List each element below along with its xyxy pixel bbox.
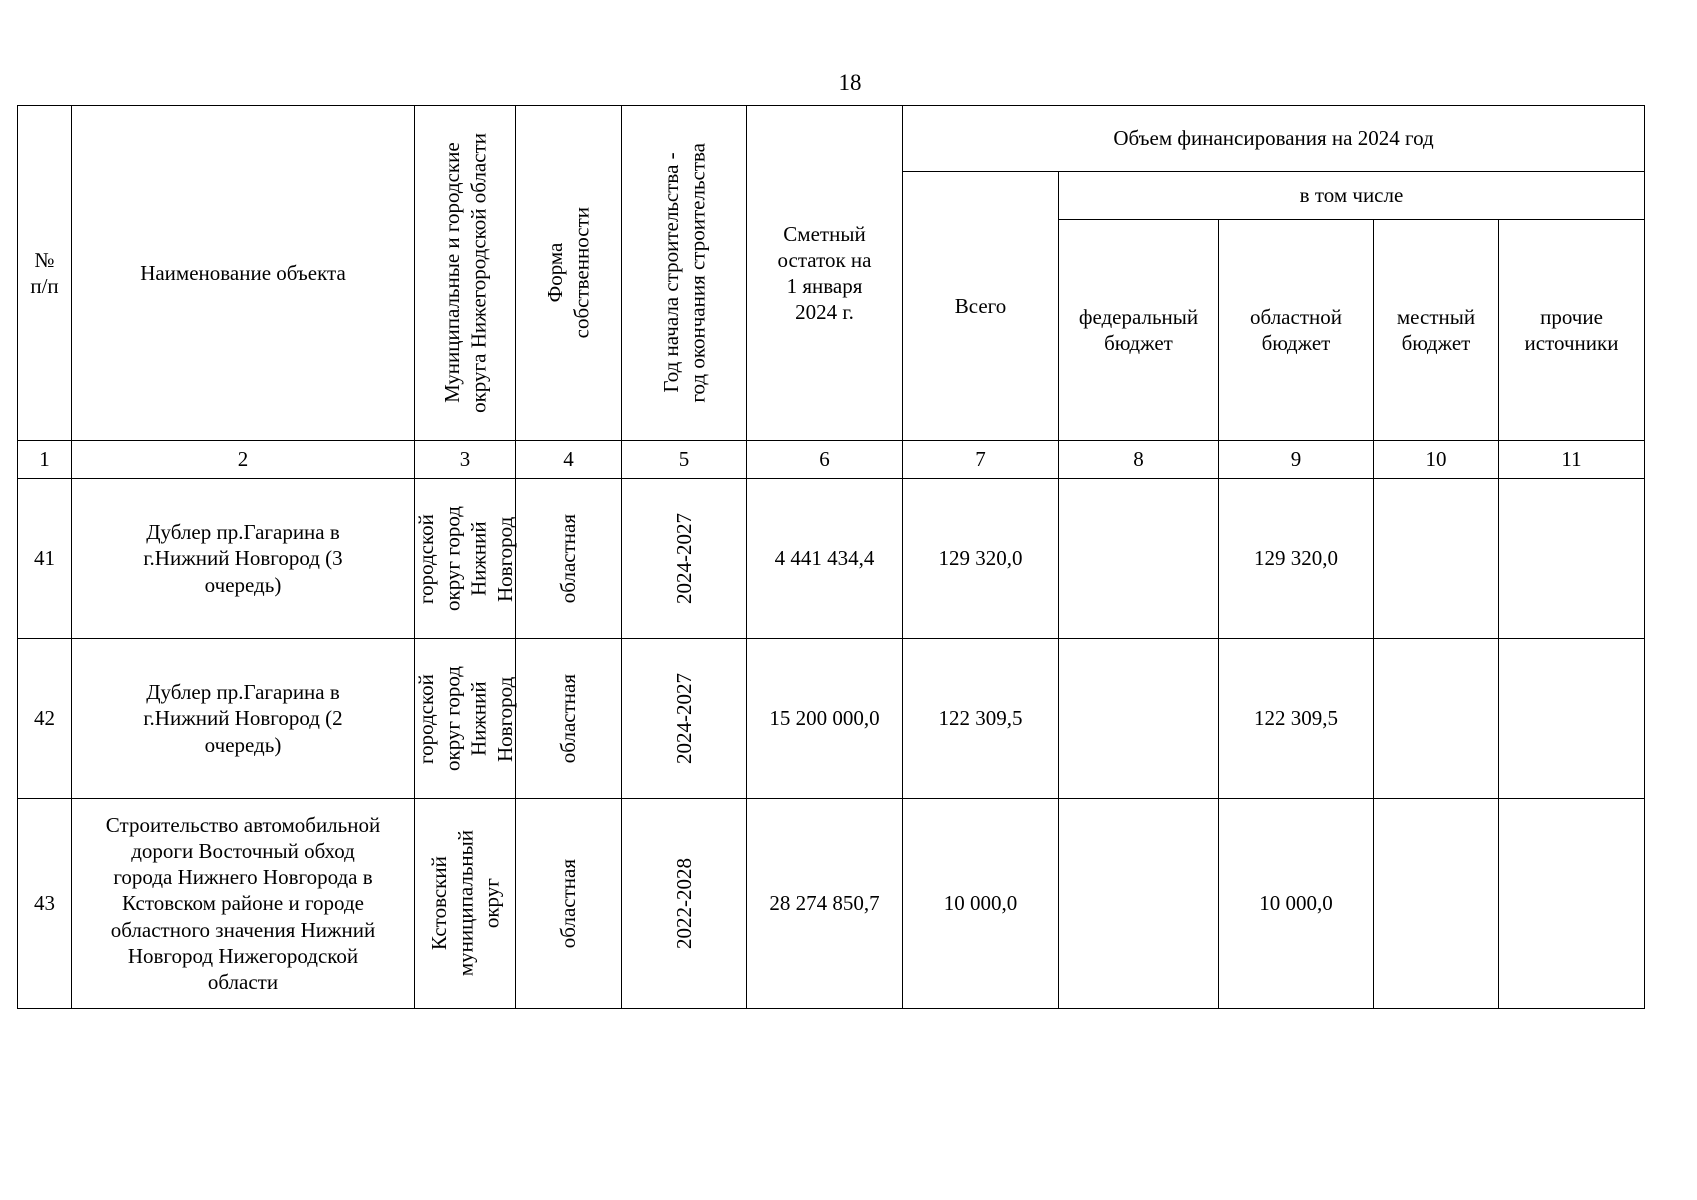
header-funding-group-label: Объем финансирования на 2024 год [1113,126,1434,151]
row-municipality [415,639,516,799]
row-num: 43 [18,799,72,1009]
header-estimate-line4: 2024 г. [795,300,854,325]
column-number: 9 [1219,441,1374,479]
row-municipality [415,479,516,639]
row-federal [1059,799,1219,1009]
column-number: 3 [415,441,516,479]
row-ownership-text: областная [556,513,581,604]
row-ownership [516,479,622,639]
row-local [1374,639,1499,799]
row-total: 10 000,0 [903,799,1059,1009]
column-number: 5 [622,441,747,479]
header-including-label: в том числе [1299,183,1404,208]
row-ownership-text: областная [556,858,581,949]
header-total [903,172,1059,441]
row-regional: 129 320,0 [1219,479,1374,639]
row-estimate: 4 441 434,4 [747,479,903,639]
row-federal [1059,479,1219,639]
header-including [1059,172,1645,220]
row-local [1374,799,1499,1009]
row-municipality-line: городской [413,673,438,764]
row-name [72,799,415,1009]
row-name-line: г.Нижний Новгород (2 [143,706,343,731]
row-municipality-line: округ город [439,506,464,611]
header-municipality-text [439,133,492,413]
header-municipality-line2: округа Нижегородской области [466,133,490,413]
row-name-line: очередь) [204,572,282,597]
header-regional-line2: бюджет [1261,331,1331,355]
row-municipality-line: Новгород [492,675,517,762]
header-years-line2: год окончания строительства [685,143,709,403]
row-num: 41 [18,479,72,639]
row-name [72,479,415,639]
row-years [622,479,747,639]
row-years-text: 2024-2027 [671,673,696,764]
row-municipality [415,799,516,1009]
row-years [622,799,747,1009]
row-name-line: Кстовском районе и городе [122,891,364,916]
header-num-line1: № [34,247,55,272]
row-name-line: Строительство автомобильной [105,812,381,837]
row-regional: 122 309,5 [1219,639,1374,799]
row-estimate: 28 274 850,7 [747,799,903,1009]
column-number: 1 [18,441,72,479]
row-regional: 10 000,0 [1219,799,1374,1009]
row-name-line: г.Нижний Новгород (3 [143,546,343,571]
row-name-line: Дублер пр.Гагарина в [146,680,340,705]
header-other-line2: источники [1524,331,1619,355]
row-name-line: очередь) [204,732,282,757]
row-municipality-line: округ город [439,666,464,771]
row-ownership [516,799,622,1009]
row-total: 129 320,0 [903,479,1059,639]
header-num-line2: п/п [30,274,59,298]
row-municipality-line: городской [413,513,438,604]
header-regional [1219,220,1374,441]
column-number: 8 [1059,441,1219,479]
table-row [18,479,1645,639]
row-name-line: областного значения Нижний [110,917,376,942]
header-years-line1: Год начала строительства - [658,152,683,394]
row-municipality-line: Нижний [466,521,490,596]
row-municipality-text [413,644,518,794]
row-name-line: Дублер пр.Гагарина в [146,520,340,545]
row-municipality-line: Новгород [492,515,517,602]
row-name-line: области [207,970,279,995]
row-total: 122 309,5 [903,639,1059,799]
header-ownership [516,106,622,441]
row-num: 42 [18,639,72,799]
page-number: 18 [838,70,862,95]
column-numbers-row [18,441,1645,479]
table-row [18,799,1645,1009]
row-name-line: дороги Восточный обход [131,838,355,863]
row-name [72,639,415,799]
row-municipality-line: округ [479,878,504,929]
row-municipality-line: Кстовский [426,856,451,951]
row-name-line: Новгород Нижегородской [127,943,359,968]
header-total-label: Всего [954,293,1007,318]
header-municipality [415,106,516,441]
column-number: 4 [516,441,622,479]
header-name-label: Наименование объекта [140,260,346,285]
construction-objects-table [17,105,1645,1009]
table-row [18,639,1645,799]
column-number: 11 [1499,441,1645,479]
header-other-line1: прочие [1540,304,1603,329]
header-federal-line2: бюджет [1104,331,1173,355]
header-federal-line1: федеральный [1078,304,1199,329]
header-estimate-line3: 1 января [786,274,863,298]
header-local-line2: бюджет [1401,331,1471,355]
column-number: 10 [1374,441,1499,479]
header-years-text [658,143,711,403]
row-years [622,639,747,799]
header-name [72,106,415,441]
row-other [1499,799,1645,1009]
header-estimate [747,106,903,441]
row-years-text: 2024-2027 [671,513,696,604]
header-estimate-line2: остаток на [777,247,872,272]
row-local [1374,479,1499,639]
header-local [1374,220,1499,441]
header-local-line1: местный [1396,304,1476,329]
column-number: 7 [903,441,1059,479]
header-ownership-text [542,207,595,338]
row-other [1499,479,1645,639]
header-ownership-line1: Форма [543,243,568,303]
column-number: 2 [72,441,415,479]
header-municipality-line1: Муниципальные и городские [439,142,464,404]
header-years [622,106,747,441]
row-municipality-line: Нижний [466,681,490,756]
header-estimate-line1: Сметный [783,221,866,246]
row-name-line: города Нижнего Новгорода в [113,865,373,890]
row-ownership [516,639,622,799]
row-ownership-text: областная [556,673,581,764]
row-years-text: 2022-2028 [671,858,696,949]
header-other [1499,220,1645,441]
row-municipality-line: муниципальный [452,830,477,977]
row-municipality-text [426,830,505,976]
header-funding-group [903,106,1645,172]
row-municipality-text [413,484,518,634]
row-other [1499,639,1645,799]
row-federal [1059,639,1219,799]
header-federal [1059,220,1219,441]
header-regional-line1: областной [1250,304,1342,329]
row-estimate: 15 200 000,0 [747,639,903,799]
column-number: 6 [747,441,903,479]
header-ownership-line2: собственности [569,207,594,339]
header-num [18,106,72,441]
